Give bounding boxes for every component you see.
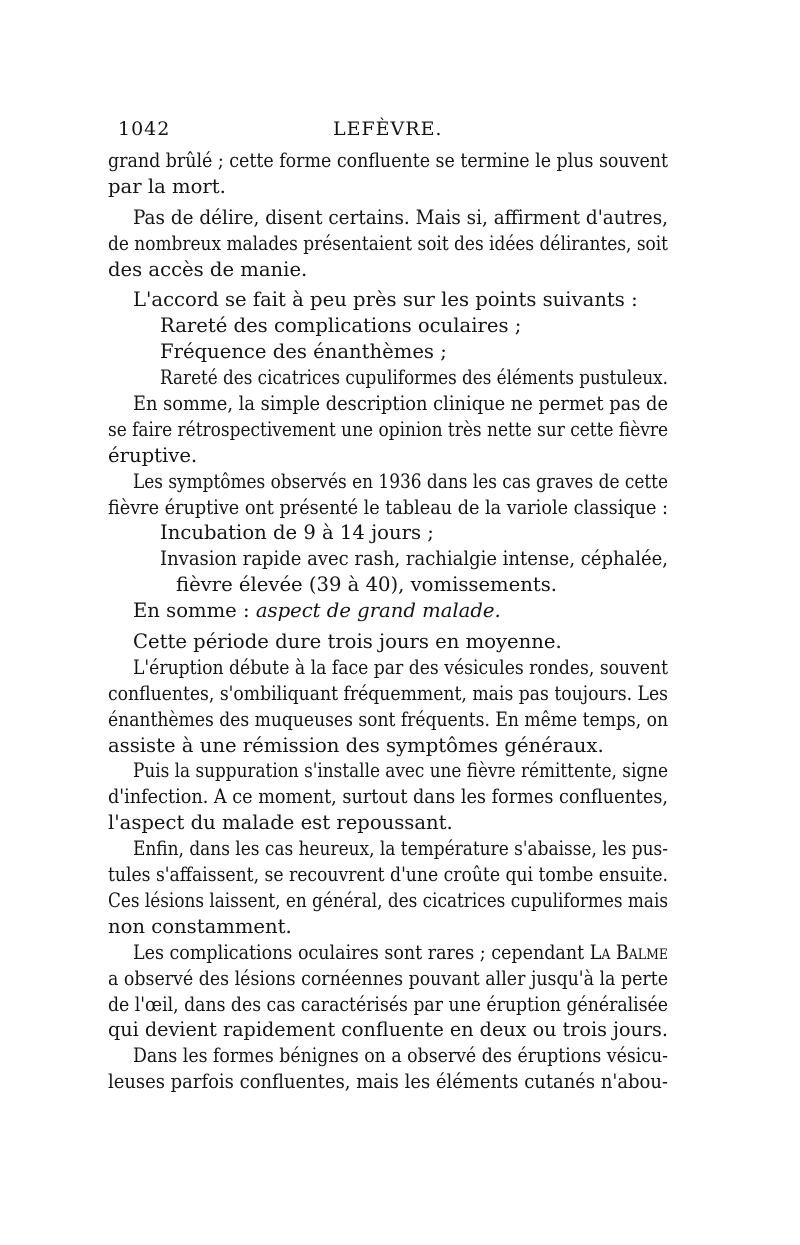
text-line: par la mort. [108, 174, 226, 198]
list-item: Rareté des complications oculaires ; [160, 314, 522, 338]
text-line: de nombreux malades présentaient soit des idées délirantes, soit [108, 231, 668, 255]
text-line: Ces lésions laissent, en général, des cicatrices cupuliformes mais [108, 888, 668, 912]
paragraph-start: En somme, la simple description clinique ne permet pas de [133, 392, 668, 416]
running-header [108, 118, 668, 142]
text-line: non constamment. [108, 914, 292, 938]
text-line: qui devient rapidement confluente en deux ou trois jours. [108, 1018, 668, 1042]
paragraph-start: Pas de délire, disent certains. Mais si, affirment d'autres, [133, 205, 668, 229]
paragraph-start [108, 598, 668, 624]
text-line: grand brûlé ; cette forme confluente se termine le plus souvent [108, 149, 668, 172]
list-item: Fréquence des énanthèmes ; [160, 340, 447, 364]
page-number: 1042 [118, 118, 171, 140]
text-line: des accès de manie. [108, 257, 308, 281]
text-line: confluentes, s'ombiliquant fréquemment, mais pas toujours. Les [108, 681, 668, 705]
paragraph-start: Puis la suppuration s'installe avec une fièvre rémittente, signe [133, 759, 668, 783]
paragraph-start: Cette période dure trois jours en moyenne. [133, 630, 562, 654]
running-title: LEFÈVRE. [333, 118, 443, 140]
text-line: énanthèmes des muqueuses sont fréquents. En même temps, on [108, 707, 668, 731]
paragraph-start: L'éruption débute à la face par des vésicules rondes, souvent [133, 655, 668, 679]
text-line: tules s'affaissent, se recouvrent d'une croûte qui tombe ensuite. [108, 863, 668, 887]
list-item-continued: fièvre élevée (39 à 40), vomissements. [176, 573, 557, 597]
paragraph-start: Enfin, dans les cas heureux, la température s'abaisse, les pus- [133, 837, 668, 861]
list-item: Invasion rapide avec rash, rachialgie intense, céphalée, [160, 547, 668, 571]
summary-label: En somme : [133, 599, 250, 623]
text-line: éruptive. [108, 443, 198, 467]
text-line: assiste à une rémission des symptômes généraux. [108, 733, 604, 757]
paragraph-start [108, 940, 668, 966]
text-line: leuses parfois confluentes, mais les éléments cutanés n'abou- [108, 1070, 668, 1094]
text-line: a observé des lésions cornéennes pouvant aller jusqu'à la perte [108, 966, 668, 990]
text-segment: Les complications oculaires sont rares ; cependant [133, 940, 585, 964]
paragraph-start: L'accord se fait à peu près sur les points suivants : [133, 288, 638, 312]
text-line: fièvre éruptive ont présenté le tableau de la variole classique : [108, 495, 668, 519]
body-text [108, 148, 668, 1095]
summary-italic: aspect de grand malade. [255, 599, 501, 623]
paragraph-start: Dans les formes bénignes on a observé des éruptions vésicu- [133, 1044, 668, 1068]
text-line: de l'œil, dans des cas caractérisés par une éruption généralisée [108, 992, 668, 1016]
list-item: Rareté des cicatrices cupuliformes des éléments pustuleux. [160, 366, 668, 390]
list-item: Incubation de 9 à 14 jours ; [160, 521, 434, 545]
text-line: d'infection. A ce moment, surtout dans les formes confluentes, [108, 785, 668, 809]
paragraph-start: Les symptômes observés en 1936 dans les cas graves de cette [133, 469, 668, 493]
text-line: l'aspect du malade est repoussant. [108, 811, 453, 835]
author-name: La Balme [589, 940, 668, 964]
text-line: se faire rétrospectivement une opinion très nette sur cette fièvre [108, 417, 668, 441]
